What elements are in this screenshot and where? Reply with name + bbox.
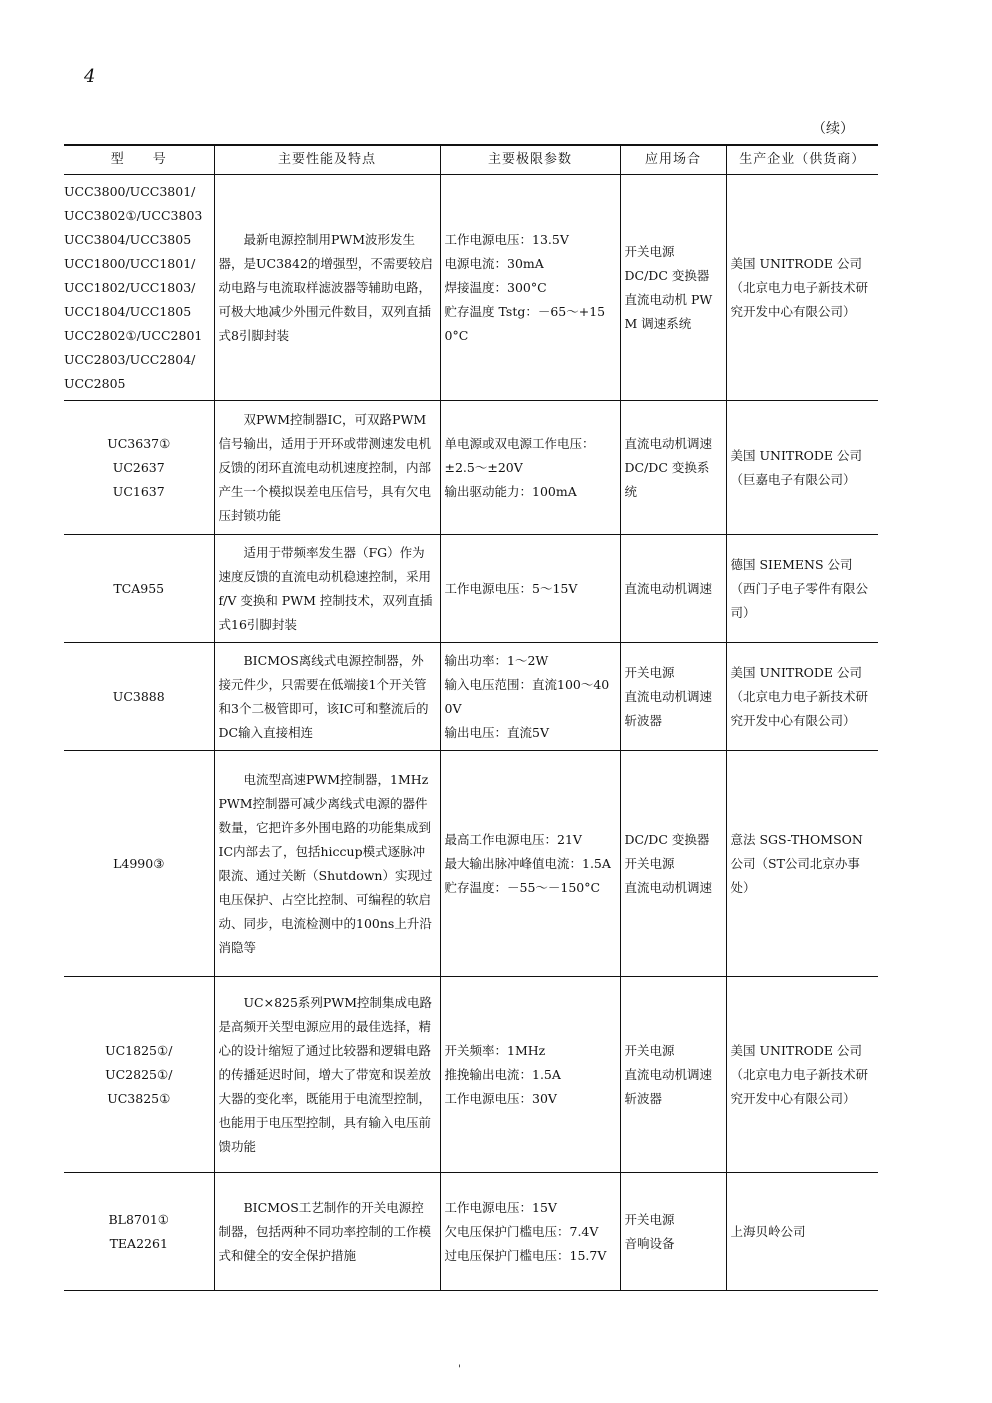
application-item: 开关电源 xyxy=(624,243,675,259)
application-item: DC/DC 变换系统 xyxy=(624,459,710,499)
model-cell xyxy=(64,401,214,535)
model-cell xyxy=(64,643,214,751)
table-row xyxy=(64,535,878,643)
table-row xyxy=(64,175,878,401)
application-item: 直流电动机调速 xyxy=(624,1066,713,1082)
feature-description: 最新电源控制用PWM波形发生器，是UC3842的增强型，不需要较启动电路与电流取样滤波器等辅助电路，可极大地减少外围元件数目，双列直插式8引脚封装 xyxy=(214,175,440,401)
limit-params xyxy=(440,1173,620,1291)
model-name: L4990③ xyxy=(113,855,165,871)
applications xyxy=(620,535,726,643)
page-number: 4 xyxy=(84,66,96,87)
footer-mark: ' xyxy=(458,1364,461,1375)
table-row xyxy=(64,751,878,977)
param-item: 输出电压：直流5V xyxy=(444,724,549,740)
limit-params xyxy=(440,401,620,535)
limit-params xyxy=(440,751,620,977)
param-item: 开关频率：1MHz xyxy=(444,1042,546,1058)
application-item: 直流电动机调速 xyxy=(624,580,713,596)
manufacturer: 上海贝岭公司 xyxy=(726,1173,878,1291)
application-item: 开关电源 xyxy=(624,855,675,871)
header-features: 主要性能及特点 xyxy=(214,145,440,175)
limit-params xyxy=(440,977,620,1173)
application-item: 直流电动机调速 xyxy=(624,879,713,895)
param-item: 过电压保护门槛电压：15.7V xyxy=(444,1247,607,1263)
model-name: UCC3802①/UCC3803 xyxy=(64,207,203,223)
model-cell xyxy=(64,751,214,977)
param-item: 最高工作电源电压：21V xyxy=(444,831,582,847)
manufacturer: 意法 SGS-THOMSON 公司（ST公司北京办事处） xyxy=(726,751,878,977)
table-row xyxy=(64,977,878,1173)
application-item: 直流电动机调速 xyxy=(624,435,713,451)
model-name: UCC2803/UCC2804/ xyxy=(64,351,196,367)
model-name: UCC1802/UCC1803/ xyxy=(64,279,196,295)
application-item: 开关电源 xyxy=(624,1211,675,1227)
header-limits: 主要极限参数 xyxy=(440,145,620,175)
table-row xyxy=(64,643,878,751)
param-item: 电源电流：30mA xyxy=(444,255,544,271)
param-item: 单电源或双电源工作电压：±2.5～±20V xyxy=(444,435,595,475)
model-name: UC3888 xyxy=(112,688,165,704)
applications xyxy=(620,1173,726,1291)
application-item: 斩波器 xyxy=(624,712,663,728)
param-item: 工作电源电压：30V xyxy=(444,1090,557,1106)
model-cell xyxy=(64,977,214,1173)
param-item: 输入电压范围：直流100～400V xyxy=(444,676,610,716)
manufacturer: 德国 SIEMENS 公司（西门子电子零件有限公司） xyxy=(726,535,878,643)
application-item: DC/DC 变换器 xyxy=(624,831,710,847)
header-applications: 应用场合 xyxy=(620,145,726,175)
header-model: 型 号 xyxy=(64,145,214,175)
header-manufacturer: 生产企业（供货商） xyxy=(726,145,878,175)
model-name: UCC1800/UCC1801/ xyxy=(64,255,196,271)
model-name: UCC3800/UCC3801/ xyxy=(64,183,196,199)
model-name: UC3637① xyxy=(107,435,171,451)
param-item: 输出功率：1～2W xyxy=(444,652,549,668)
feature-description: UC×825系列PWM控制集成电路是高频开关型电源应用的最佳选择，精心的设计缩短了通过比较器和逻辑电路的传播延迟时间，增大了带宽和误差放大器的变化率，既能用于电流型控制，也能用于电压型控制，具有输入电压前馈功能 xyxy=(214,977,440,1173)
model-name: UCC2805 xyxy=(64,375,126,391)
feature-description: 电流型高速PWM控制器，1MHz PWM控制器可减少离线式电源的器件数量，它把许多外围电路的功能集成到IC内部去了，包括hiccup模式逐脉冲限流、通过关断（Shutdown）实现过电压保护、占空比控制、可编程的软启动、同步，电流检测中的100ns上升沿消隐等 xyxy=(214,751,440,977)
applications xyxy=(620,977,726,1173)
model-name: TCA955 xyxy=(113,580,165,596)
application-item: 直流电动机 PWM 调速系统 xyxy=(624,291,713,331)
param-item: 工作电源电压：15V xyxy=(444,1199,557,1215)
application-item: 开关电源 xyxy=(624,664,675,680)
limit-params xyxy=(440,643,620,751)
feature-description: 双PWM控制器IC，可双路PWM信号输出，适用于开环或带测速发电机反馈的闭环直流电动机速度控制，内部产生一个模拟误差电压信号，具有欠电压封锁功能 xyxy=(214,401,440,535)
model-name: UCC1804/UCC1805 xyxy=(64,303,192,319)
application-item: 直流电动机调速 xyxy=(624,688,713,704)
model-name: UCC2802①/UCC2801 xyxy=(64,327,203,343)
application-item: 音响设备 xyxy=(624,1235,675,1251)
feature-description: 适用于带频率发生器（FG）作为速度反馈的直流电动机稳速控制，采用 f/V 变换和 PWM 控制技术，双列直插式16引脚封装 xyxy=(214,535,440,643)
applications xyxy=(620,175,726,401)
table-header-row xyxy=(64,145,878,175)
param-item: 工作电源电压：5～15V xyxy=(444,580,578,596)
param-item: 输出驱动能力：100mA xyxy=(444,483,577,499)
model-cell xyxy=(64,1173,214,1291)
ic-spec-table xyxy=(64,144,878,1291)
model-name: UC2637 xyxy=(112,459,165,475)
applications xyxy=(620,643,726,751)
manufacturer: 美国 UNITRODE 公司（北京电力电子新技术研究开发中心有限公司） xyxy=(726,643,878,751)
param-item: 工作电源电压：13.5V xyxy=(444,231,569,247)
param-item: 最大输出脉冲峰值电流：1.5A xyxy=(444,855,611,871)
continued-label: （续） xyxy=(812,121,854,137)
application-item: 开关电源 xyxy=(624,1042,675,1058)
model-cell xyxy=(64,535,214,643)
model-name: UC1825①/ xyxy=(105,1042,173,1058)
model-name: UCC3804/UCC3805 xyxy=(64,231,192,247)
manufacturer: 美国 UNITRODE 公司（北京电力电子新技术研究开发中心有限公司） xyxy=(726,175,878,401)
applications xyxy=(620,751,726,977)
model-name: BL8701① xyxy=(108,1211,169,1227)
feature-description: BICMOS工艺制作的开关电源控制器，包括两种不同功率控制的工作模式和健全的安全保护措施 xyxy=(214,1173,440,1291)
manufacturer: 美国 UNITRODE 公司（巨嘉电子有限公司） xyxy=(726,401,878,535)
param-item: 推挽输出电流：1.5A xyxy=(444,1066,561,1082)
table-row xyxy=(64,1173,878,1291)
limit-params xyxy=(440,175,620,401)
model-cell xyxy=(64,175,214,401)
manufacturer: 美国 UNITRODE 公司（北京电力电子新技术研究开发中心有限公司） xyxy=(726,977,878,1173)
param-item: 欠电压保护门槛电压：7.4V xyxy=(444,1223,599,1239)
application-item: DC/DC 变换器 xyxy=(624,267,710,283)
param-item: 贮存温度：－55～－150°C xyxy=(444,879,601,895)
model-name: UC1637 xyxy=(112,483,165,499)
limit-params xyxy=(440,535,620,643)
application-item: 斩波器 xyxy=(624,1090,663,1106)
applications xyxy=(620,401,726,535)
feature-description: BICMOS离线式电源控制器，外接元件少，只需要在低端接1个开关管和3个二极管即可，该IC可和整流后的DC输入直接相连 xyxy=(214,643,440,751)
param-item: 焊接温度：300°C xyxy=(444,279,547,295)
table-row xyxy=(64,401,878,535)
model-name: TEA2261 xyxy=(109,1235,168,1251)
param-item: 贮存温度 Tstg：－65～+150°C xyxy=(444,303,606,343)
model-name: UC2825①/ xyxy=(105,1066,173,1082)
model-name: UC3825① xyxy=(107,1090,171,1106)
